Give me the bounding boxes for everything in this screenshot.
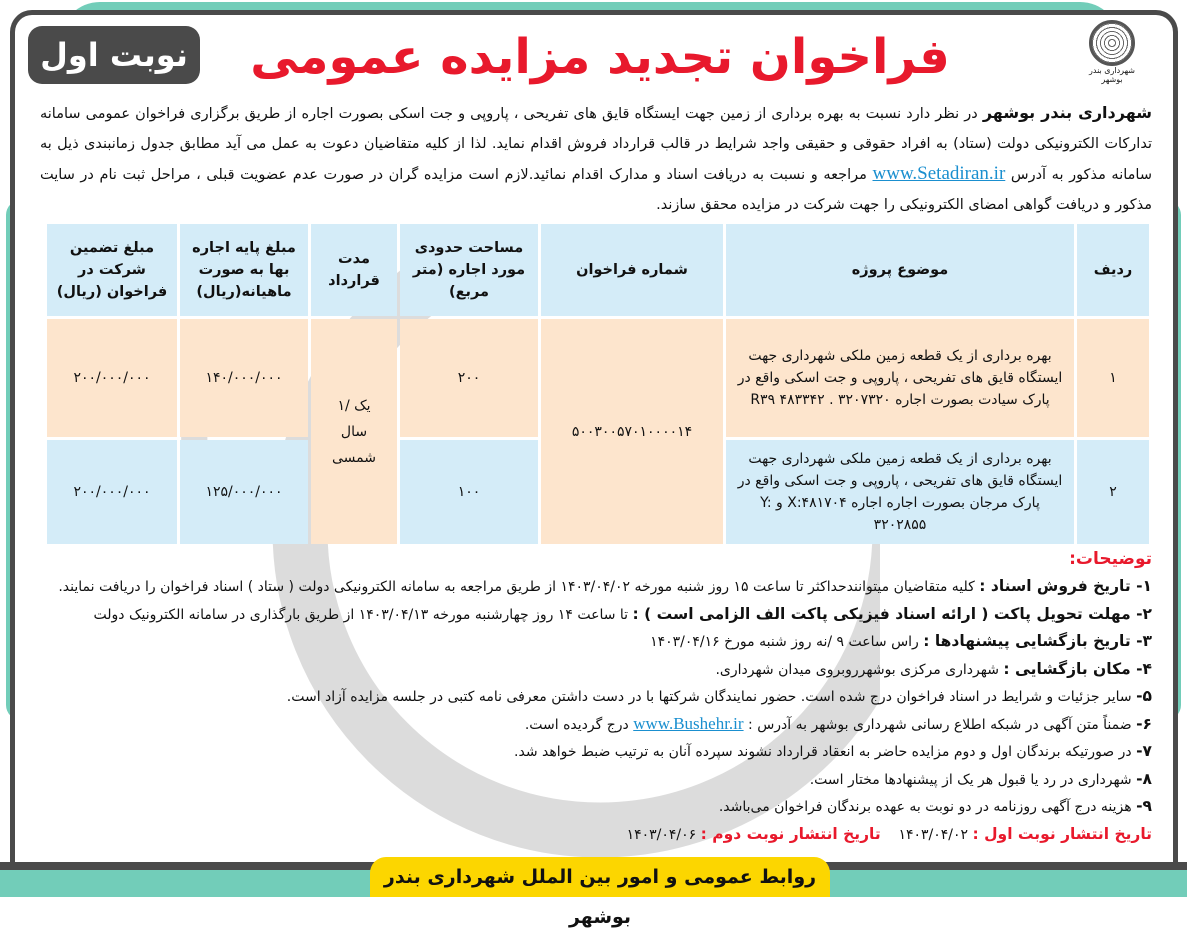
note-item — [40, 656, 1152, 684]
header-subject: موضوع پروژه — [726, 224, 1074, 316]
cell-call-number: ۵۰۰۳۰۰۵۷۰۱۰۰۰۰۱۴ — [541, 319, 723, 544]
note-item — [40, 628, 1152, 656]
logo-caption: شهرداری بندر بوشهر — [1089, 66, 1135, 84]
header-base-rent: مبلغ پایه اجاره بها به صورت ماهیانه(ریال) — [180, 224, 308, 316]
cell-base-rent: ۱۴۰/۰۰۰/۰۰۰ — [180, 319, 308, 437]
note-text: هزینه درج آگهی روزنامه در دو نوبت به عهده برندگان فراخوان می‌باشد. — [718, 799, 1137, 815]
header-call-number: شماره فراخوان — [541, 224, 723, 316]
pub1-label: تاریخ انتشار نوبت اول : — [972, 824, 1152, 843]
cell-guarantee: ۲۰۰/۰۰۰/۰۰۰ — [47, 440, 177, 544]
cell-row-number: ۱ — [1077, 319, 1149, 437]
org-name: شهرداری بندر بوشهر — [982, 103, 1152, 122]
footer-banner: روابط عمومی و امور بین الملل شهرداری بندر بوشهر — [370, 857, 830, 897]
cell-subject: بهره برداری از یک قطعه زمین ملکی شهرداری جهت ایستگاه قایق های تفریحی ، پاروپی و جت اسکی واقع در پارک مرجان بصورت اجاره اجاره X:۴۸۱۷۰۴ و Y: ۳۲۰۲۸۵۵ — [726, 440, 1074, 544]
pub2-label: تاریخ انتشار نوبت دوم : — [700, 824, 881, 843]
note-item — [40, 601, 1152, 629]
page-title: فراخوان تجدید مزایده عمومی — [250, 29, 950, 85]
cell-area: ۱۰۰ — [400, 440, 538, 544]
note-label: ۴- مکان بازگشایی : — [1003, 659, 1152, 678]
note-label: ۶- — [1136, 714, 1152, 733]
note-item — [40, 766, 1152, 794]
note-text: ضمناً متن آگهی در شبکه اطلاع رسانی شهرداری بوشهر به آدرس : — [743, 716, 1137, 733]
note-label: ۸- — [1136, 769, 1152, 788]
notes-title: توضیحات: — [1069, 549, 1152, 569]
note-item — [40, 711, 1152, 739]
publication-dates — [40, 821, 1152, 849]
note-label: ۷- — [1136, 742, 1152, 760]
header-row-number: ردیف — [1077, 224, 1149, 316]
header-duration: مدت قرارداد — [311, 224, 397, 316]
edition-badge: نوبت اول — [28, 26, 200, 84]
cell-guarantee: ۲۰۰/۰۰۰/۰۰۰ — [47, 319, 177, 437]
intro-text-2: مراجعه و نسبت به دریافت اسناد و مدارک اقدام نمائید.لازم است مزایده گران در صورت عدم عضویت قبلی ، مراحل ثبت نام در سایت مذکور و دریافت گواهی امضای الکترونیکی را جهت شرکت در مزایده محقق سازند. — [40, 167, 1152, 213]
cell-area: ۲۰۰ — [400, 319, 538, 437]
note-text: درج گردیده است. — [524, 716, 634, 733]
note-item — [40, 573, 1152, 601]
header-area: مساحت حدودی مورد اجاره (متر مربع) — [400, 224, 538, 316]
pub1-date: ۱۴۰۳/۰۴/۰۲ — [898, 826, 969, 843]
bushehr-link[interactable]: www.Bushehr.ir — [633, 713, 744, 733]
note-text: کلیه متقاضیان میتوانندحداکثر تا ساعت ۱۵ روز شنبه مورخه ۱۴۰۳/۰۴/۰۲ از طریق مراجعه به سامانه الکترونیکی دولت ( ستاد ) اسناد فراخوان را دریافت نمایند. — [58, 579, 980, 595]
note-label: ۲- مهلت تحویل پاکت ( ارائه اسناد فیزیکی پاکت الف الزامی است ) : — [632, 604, 1152, 623]
header-guarantee: مبلغ تضمین شرکت در فراخوان (ریال) — [47, 224, 177, 316]
logo-emblem-icon — [1089, 20, 1135, 66]
note-text: راس ساعت ۹ /نه روز شنبه مورخ ۱۴۰۳/۰۴/۱۶ — [650, 634, 924, 650]
intro-paragraph — [40, 98, 1152, 220]
cell-subject: بهره برداری از یک قطعه زمین ملکی شهرداری جهت ایستگاه قایق های تفریحی ، پاروپی و جت اسکی واقع در پارک سیادت بصورت اجاره R۳۹ ۴۸۳۳۴۲ . ۳۲۰۷۳۲۰ — [726, 319, 1074, 437]
note-text: سایر جزئیات و شرایط در اسناد فراخوان درج شده است. حضور نمایندگان شرکتها با در دست داشتن معرفی نامه کتبی در جلسه مزایده آزاد است. — [286, 689, 1137, 705]
municipality-logo — [1081, 20, 1143, 92]
note-label: ۵- — [1136, 687, 1152, 705]
note-item — [40, 738, 1152, 766]
notes-section — [40, 545, 1152, 848]
cell-duration: یک /۱ سال شمسی — [311, 319, 397, 544]
cell-row-number: ۲ — [1077, 440, 1149, 544]
cell-base-rent: ۱۲۵/۰۰۰/۰۰۰ — [180, 440, 308, 544]
note-label: ۱- تاریخ فروش اسناد : — [979, 577, 1152, 595]
table-row — [47, 319, 1149, 437]
note-text: تا ساعت ۱۴ روز چهارشنبه مورخه ۱۴۰۳/۰۴/۱۳ از طریق بارگذاری در سامانه الکترونیک دولت — [93, 606, 633, 623]
note-text: شهرداری در رد یا قبول هر یک از پیشنهادها مختار است. — [809, 771, 1137, 788]
pub2-date: ۱۴۰۳/۰۴/۰۶ — [626, 826, 697, 843]
setadiran-link[interactable]: www.Setadiran.ir — [872, 163, 1006, 184]
auction-table — [44, 221, 1152, 547]
note-item — [40, 683, 1152, 711]
intro-text-1: در نظر دارد نسبت به بهره برداری از زمین جهت ایستگاه قایق های تفریحی ، پاروپی و جت اسکی بصورت اجاره از طریق برگزاری فراخوان عمومی سامانه تدارکات الکترونیکی دولت (ستاد) به افراد حقوقی و حقیقی واجد شرایط در قالب قرارداد فروش اقدام نماید. لذا از کلیه متقاضیان دعوت به عمل می آید مطابق جدول زمانبندی ذیل به سامانه مذکور به آدرس — [40, 106, 1152, 183]
note-label: ۹- — [1136, 797, 1152, 815]
note-label: ۳- تاریخ بازگشایی پیشنهادها : — [923, 632, 1152, 650]
note-text: شهرداری مرکزی بوشهرروبروی میدان شهرداری. — [715, 661, 1004, 678]
note-text: در صورتیکه برندگان اول و دوم مزایده حاضر به انعقاد قرارداد نشوند سپرده آنان به ترتیب ضبط خواهد شد. — [514, 744, 1137, 760]
table-header-row — [47, 224, 1149, 316]
note-item — [40, 793, 1152, 821]
